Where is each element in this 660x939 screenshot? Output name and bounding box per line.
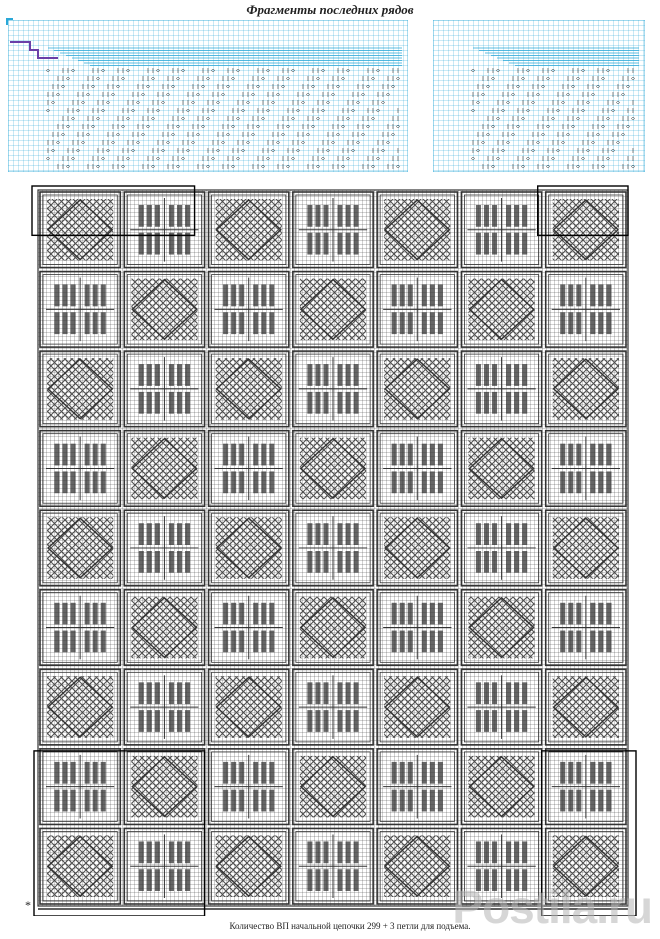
diamond-block (293, 272, 373, 348)
diamond-block (124, 590, 204, 666)
diamond-block (461, 749, 541, 825)
diamond-block (546, 510, 626, 586)
start-marker: * (25, 898, 31, 912)
page-title: Фрагменты последних рядов (246, 2, 414, 17)
main-blanket-chart (30, 184, 642, 916)
diamond-block (209, 192, 289, 268)
diamond-block (124, 272, 204, 348)
diamond-block (377, 828, 457, 904)
diamond-block (377, 510, 457, 586)
diamond-block (377, 192, 457, 268)
fragment-chart-right (433, 20, 645, 172)
diamond-block (293, 431, 373, 507)
diamond-block (40, 669, 120, 745)
diamond-block (377, 669, 457, 745)
chain-count-note: Количество ВП начальной цепочки 299 + 3 петли для подъема. (229, 921, 471, 931)
diamond-block (40, 828, 120, 904)
diamond-block (40, 192, 120, 268)
diamond-block (124, 749, 204, 825)
diamond-block (293, 749, 373, 825)
diamond-block (461, 590, 541, 666)
diamond-block (209, 828, 289, 904)
diamond-block (209, 510, 289, 586)
watermark-logo: Postila.ru (452, 881, 652, 933)
diamond-block (209, 351, 289, 427)
diamond-block (293, 590, 373, 666)
diamond-block (461, 272, 541, 348)
diamond-block (546, 351, 626, 427)
diamond-block (377, 351, 457, 427)
diamond-block (546, 669, 626, 745)
diamond-block (209, 669, 289, 745)
diamond-block (40, 510, 120, 586)
fragment-chart-left (8, 20, 408, 172)
diamond-block (546, 192, 626, 268)
diamond-block (40, 351, 120, 427)
diamond-block (124, 431, 204, 507)
diamond-block (461, 431, 541, 507)
